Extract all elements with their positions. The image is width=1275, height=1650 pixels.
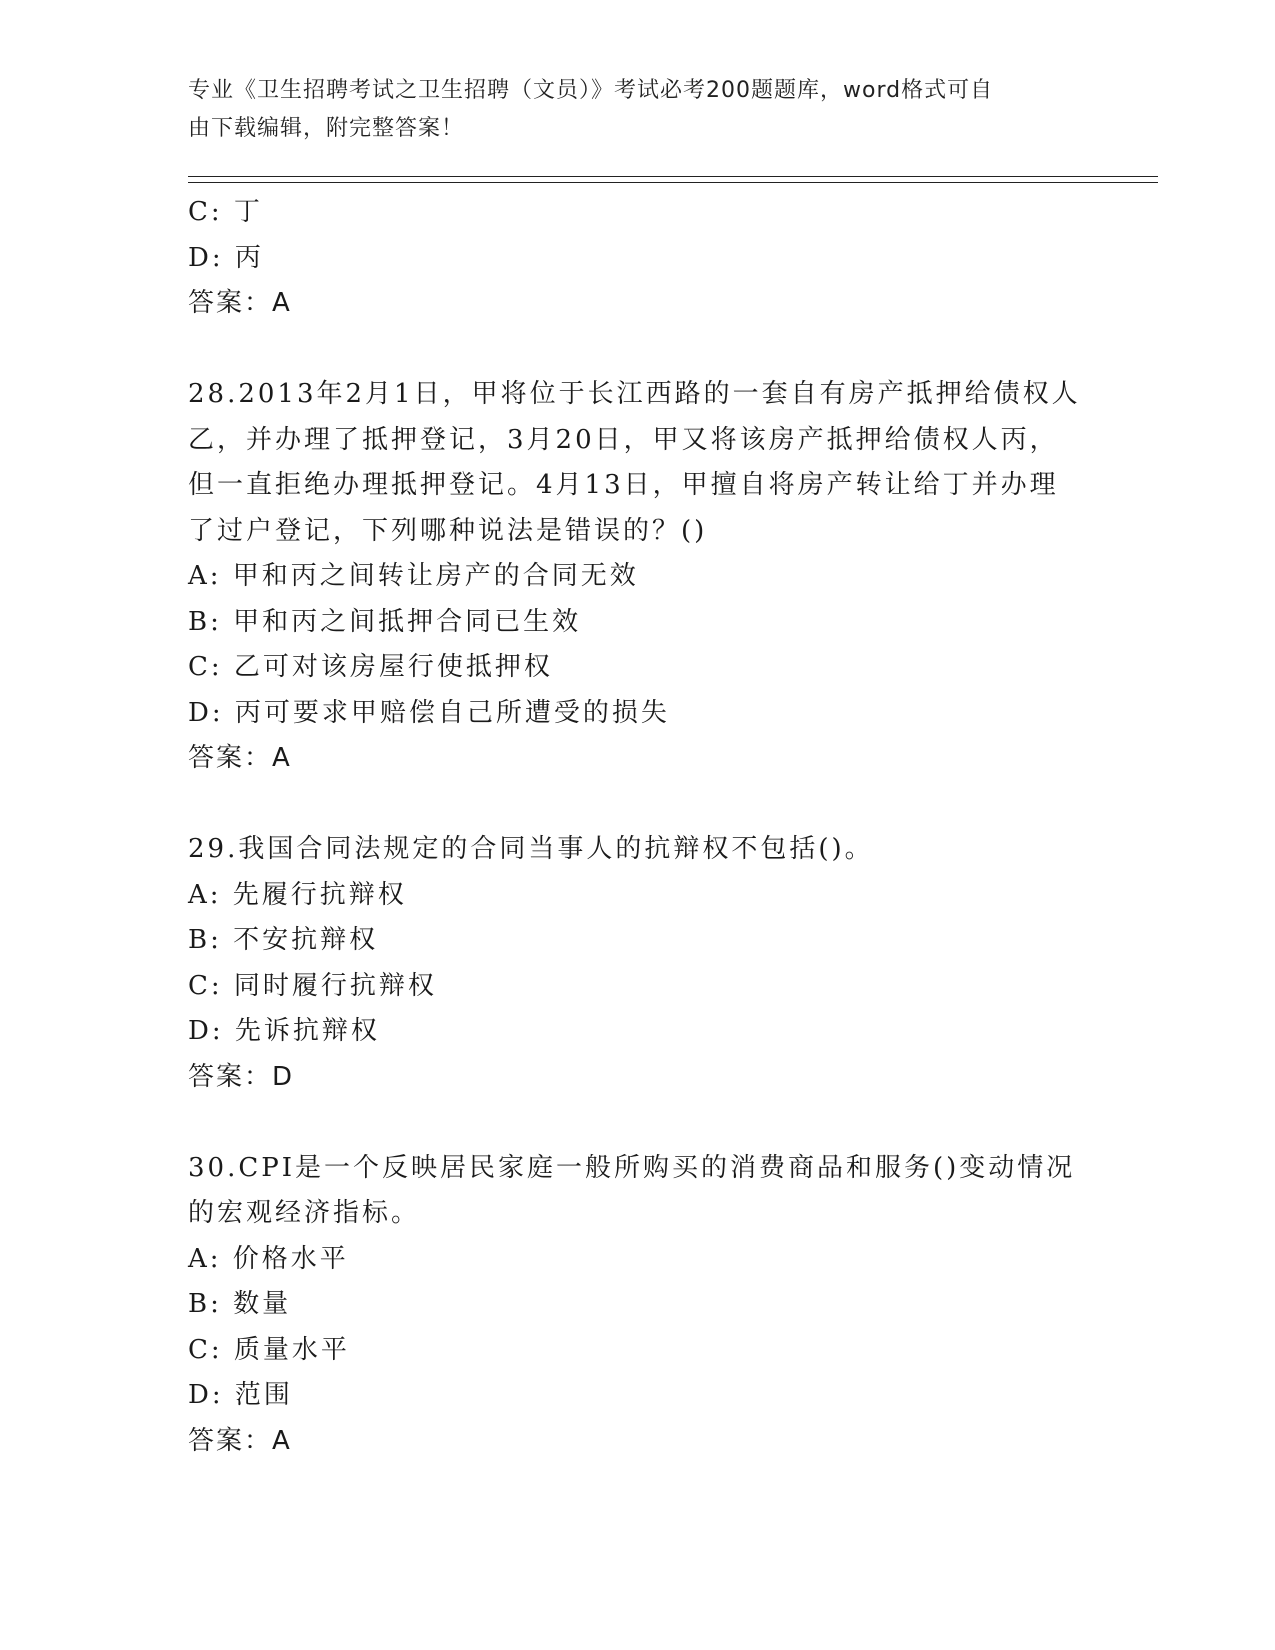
question-text-line: 了过户登记，下列哪种说法是错误的？()	[188, 515, 708, 546]
option-a: A: 先履行抗辩权	[188, 879, 407, 910]
answer: 答案：A	[188, 288, 292, 318]
answer: 答案：D	[188, 1061, 295, 1092]
option-a: A: 价格水平	[188, 1243, 349, 1274]
option-c: C: 质量水平	[188, 1334, 350, 1365]
header-divider-bottom	[188, 182, 1158, 183]
spacer	[188, 782, 1088, 828]
document-header	[188, 72, 1088, 148]
question-text-line: 28.2013年2月1日，甲将位于长江西路的一套自有房产抵押给债权人	[188, 379, 1081, 409]
option-d: D: 丙可要求甲赔偿自己所遭受的损失	[188, 697, 670, 728]
question-30	[188, 1146, 1088, 1465]
option-c: C: 乙可对该房屋行使抵押权	[188, 652, 553, 682]
spacer	[188, 1100, 1088, 1146]
answer: 答案：A	[188, 743, 292, 773]
spacer	[188, 327, 1088, 373]
option-c: C: 丁	[188, 197, 263, 227]
question-text-line: 30.CPI是一个反映居民家庭一般所购买的消费商品和服务()变动情况	[188, 1152, 1076, 1183]
question-text-line: 的宏观经济指标。	[188, 1198, 421, 1228]
header-line-2: 由下载编辑，附完整答案！	[188, 116, 465, 141]
option-a: A: 甲和丙之间转让房产的合同无效	[188, 561, 639, 591]
option-d: D: 先诉抗辩权	[188, 1016, 380, 1046]
question-text-line: 但一直拒绝办理抵押登记。4月13日，甲擅自将房产转让给丁并办理	[188, 470, 1059, 500]
question-29	[188, 827, 1088, 1100]
option-b: B: 不安抗辩权	[188, 925, 379, 955]
option-d: D: 范围	[188, 1380, 293, 1410]
header-divider-top	[188, 176, 1158, 177]
question-list	[188, 190, 1088, 1464]
answer: 答案：A	[188, 1425, 292, 1456]
option-c: C: 同时履行抗辩权	[188, 970, 437, 1001]
question-text-line: 29.我国合同法规定的合同当事人的抗辩权不包括()。	[188, 834, 874, 864]
option-d: D: 丙	[188, 242, 264, 273]
header-line-1: 专业《卫生招聘考试之卫生招聘（文员）》考试必考200题题库，word格式可自	[188, 78, 994, 103]
option-b: B: 甲和丙之间抵押合同已生效	[188, 606, 582, 637]
question-text-line: 乙，并办理了抵押登记，3月20日，甲又将该房产抵押给债权人丙，	[188, 424, 1059, 455]
option-b: B: 数量	[188, 1289, 292, 1319]
previous-question-tail	[188, 190, 1088, 327]
question-28	[188, 372, 1088, 782]
